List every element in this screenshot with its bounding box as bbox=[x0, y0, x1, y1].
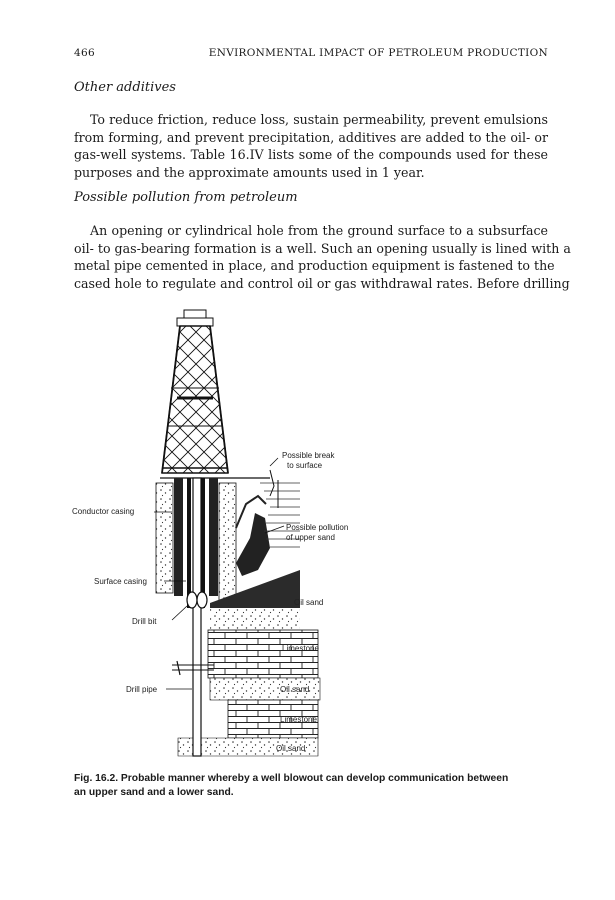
caption-line: an upper sand and a lower sand. bbox=[74, 787, 234, 798]
paragraph-line: gas-well systems. Table 16.IV lists some of the compounds used for these bbox=[74, 147, 548, 162]
label-oil-sand-3: Oil sand bbox=[276, 744, 306, 753]
label-surface-casing: Surface casing bbox=[94, 577, 147, 586]
label-upper-sand: of upper sand bbox=[286, 533, 335, 542]
caption-line: Fig. 16.2. Probable manner whereby a well blowout can develop communication between bbox=[74, 773, 509, 784]
section-heading-possible-pollution: Possible pollution from petroleum bbox=[74, 190, 298, 205]
well-blowout-figure bbox=[60, 308, 550, 770]
label-possible-break: Possible break bbox=[282, 451, 335, 460]
paragraph-line: An opening or cylindrical hole from the ground surface to a subsurface bbox=[90, 223, 548, 238]
paragraph-line: oil- to gas-bearing formation is a well. Such an opening usually is lined with a bbox=[74, 240, 571, 256]
figure-caption bbox=[74, 772, 548, 800]
running-header bbox=[74, 47, 548, 63]
page-number: 466 bbox=[74, 47, 95, 59]
blowout-channel bbox=[236, 513, 270, 576]
label-oil-sand-2: Oil sand bbox=[280, 685, 310, 694]
section-heading-other-additives: Other additives bbox=[74, 80, 176, 95]
label-conductor-casing: Conductor casing bbox=[72, 507, 135, 516]
limestone-1-band bbox=[208, 630, 318, 678]
label-drill-pipe: Drill pipe bbox=[126, 685, 158, 694]
label-limestone-2: Limestone bbox=[280, 715, 317, 724]
paragraph-line: cased hole to regulate and control oil or gas withdrawal rates. Before drilling bbox=[74, 275, 570, 291]
paragraph-possible-pollution bbox=[74, 222, 571, 292]
paragraph-other-additives bbox=[74, 111, 548, 181]
paragraph-line: from forming, and prevent precipitation, additives are added to the oil- or bbox=[74, 129, 548, 145]
running-title: ENVIRONMENTAL IMPACT OF PETROLEUM PRODUCTION bbox=[208, 47, 548, 59]
derrick bbox=[162, 310, 228, 473]
well-diagram bbox=[60, 308, 550, 770]
paragraph-line: purposes and the approximate amounts used in 1 year. bbox=[74, 164, 425, 180]
drill-pipe bbox=[193, 478, 201, 756]
label-possible-pollution: Possible pollution bbox=[286, 523, 349, 532]
label-oil-sand-1: Oil sand bbox=[294, 598, 324, 607]
label-to-surface: to surface bbox=[287, 461, 323, 470]
label-limestone-1: Limestone bbox=[282, 644, 319, 653]
paragraph-line: To reduce friction, reduce loss, sustain permeability, prevent emulsions bbox=[90, 112, 548, 127]
paragraph-line: metal pipe cemented in place, and production equipment is fastened to the bbox=[74, 258, 555, 273]
label-drill-bit: Drill bit bbox=[132, 617, 157, 626]
